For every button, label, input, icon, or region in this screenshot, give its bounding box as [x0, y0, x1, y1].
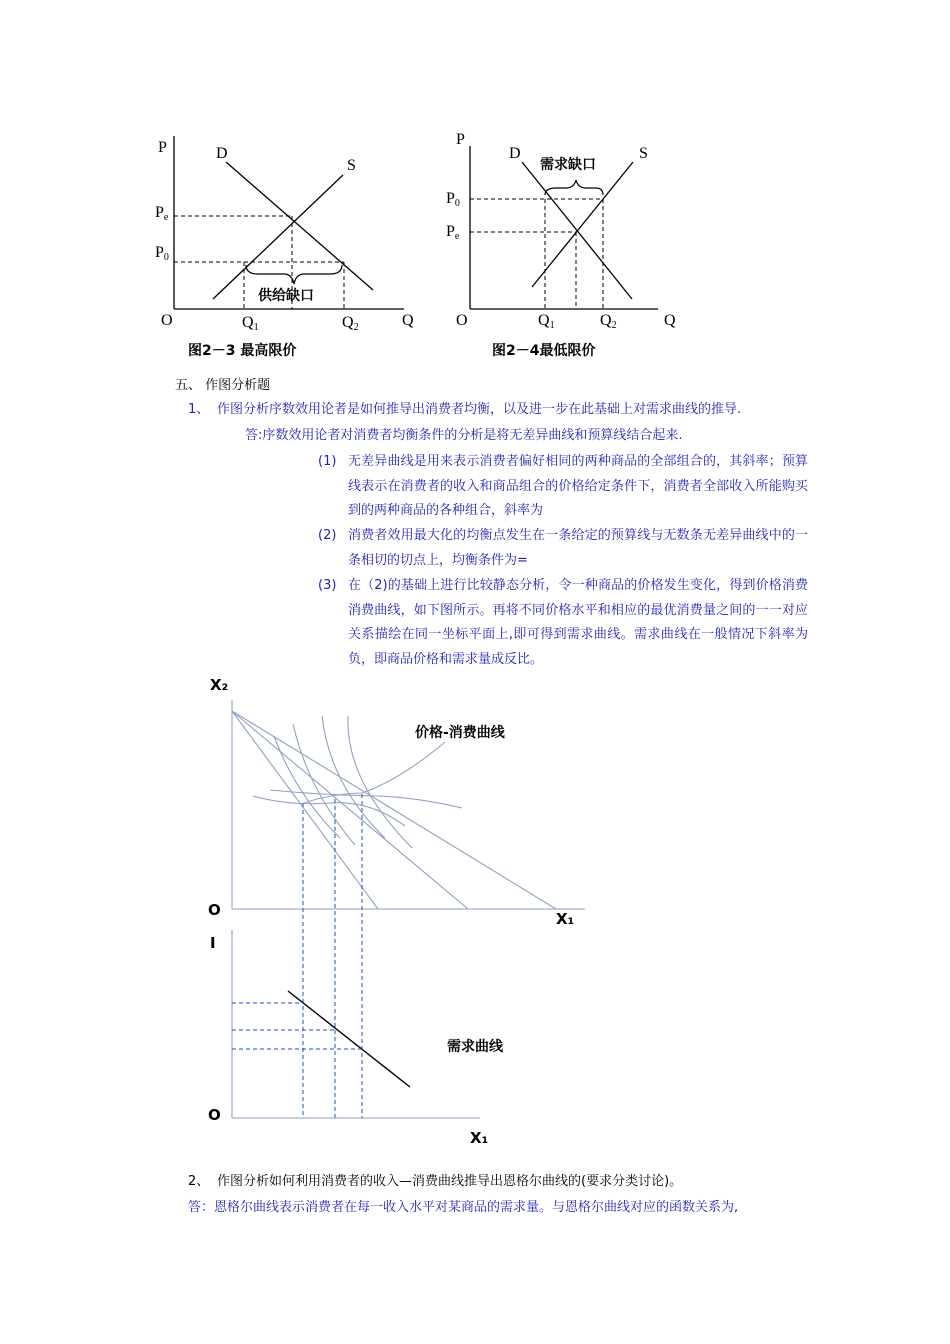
- demand-curve-label: 需求曲线: [447, 1039, 503, 1055]
- point-text: 无差异曲线是用来表示消费者偏好相同的两种商品的全部组合的，其斜率；预算线表示在消费者的收入和商品组合的价格给定条件下，消费者全部收入所能购买到的两种商品的各种组合，斜率为: [348, 454, 808, 518]
- fig24-q1-label: Q1: [538, 312, 555, 331]
- q1-answer-intro: 答:序数效用论者对消费者均衡条件的分析是将无差异曲线和预算线结合起来.: [245, 428, 683, 443]
- fig24-caption: 图2－4最低限价: [492, 343, 596, 359]
- point-text: 在（2)的基础上进行比较静态分析，令一种商品的价格发生变化，得到价格消费消费曲线，如下图所示。再将不同价格水平和相应的最优消费量之间的一一对应关系描绘在同一坐标平面上,即可得到需求曲线。需求曲线在一般情况下斜率为负，即商品价格和需求量成反比。: [348, 578, 808, 667]
- pcc-x2-label: X₂: [210, 676, 229, 694]
- q2-question: 作图分析如何利用消费者的收入—消费曲线推导出恩格尔曲线的(要求分类讨论)。: [217, 1174, 683, 1189]
- point-number: (1): [318, 454, 337, 469]
- section-heading: 五、 作图分析题: [175, 378, 271, 393]
- fig23-p-label: P: [158, 139, 167, 156]
- point-number: (3): [318, 578, 337, 593]
- fig24-p-label: P: [456, 131, 465, 148]
- point-number: (2): [318, 528, 337, 543]
- fig24-origin: O: [456, 312, 468, 329]
- q1-question: 作图分析序数效用论者是如何推导出消费者均衡，以及进一步在此基础上对需求曲线的推导.: [217, 402, 742, 417]
- fig23-pe-label: Pe: [155, 204, 169, 223]
- fig24-s-label: S: [639, 145, 648, 162]
- fig23-caption: 图2－3 最高限价: [188, 343, 297, 359]
- fig23-d-label: D: [216, 145, 228, 162]
- fig24-pe-label: Pe: [446, 223, 460, 242]
- fig23-gap-label: 供给缺口: [258, 288, 314, 304]
- fig24-d-label: D: [509, 145, 521, 162]
- demand-origin: O: [208, 1106, 221, 1124]
- pcc-origin: O: [208, 901, 221, 919]
- fig23-s-label: S: [347, 157, 356, 174]
- fig24-q2-label: Q2: [600, 312, 617, 331]
- fig23-origin: O: [161, 312, 173, 329]
- demand-x1-label: X₁: [470, 1129, 489, 1147]
- pcc-x1-label: X₁: [556, 910, 575, 928]
- pcc-curve-label: 价格-消费曲线: [415, 725, 505, 741]
- q1-number: 1、: [188, 402, 210, 417]
- fig24-q-label: Q: [664, 312, 676, 329]
- point-text: 消费者效用最大化的均衡点发生在一条给定的预算线与无数条无差异曲线中的一条相切的切点上，均衡条件为=: [348, 528, 808, 568]
- fig23-q-label: Q: [402, 312, 414, 329]
- fig23-p0-label: P0: [155, 244, 169, 263]
- fig24-p0-label: P0: [446, 190, 460, 209]
- fig23-q1-label: Q1: [242, 314, 259, 333]
- fig24-gap-label: 需求缺口: [540, 157, 596, 173]
- demand-curve-line: [288, 991, 410, 1087]
- demand-p-label: I: [210, 934, 216, 952]
- q2-answer: 答：恩格尔曲线表示消费者在每一收入水平对某商品的需求量。与恩格尔曲线对应的函数关系为,: [188, 1200, 739, 1215]
- fig23-q2-label: Q2: [342, 314, 359, 333]
- q2-number: 2、: [188, 1174, 210, 1189]
